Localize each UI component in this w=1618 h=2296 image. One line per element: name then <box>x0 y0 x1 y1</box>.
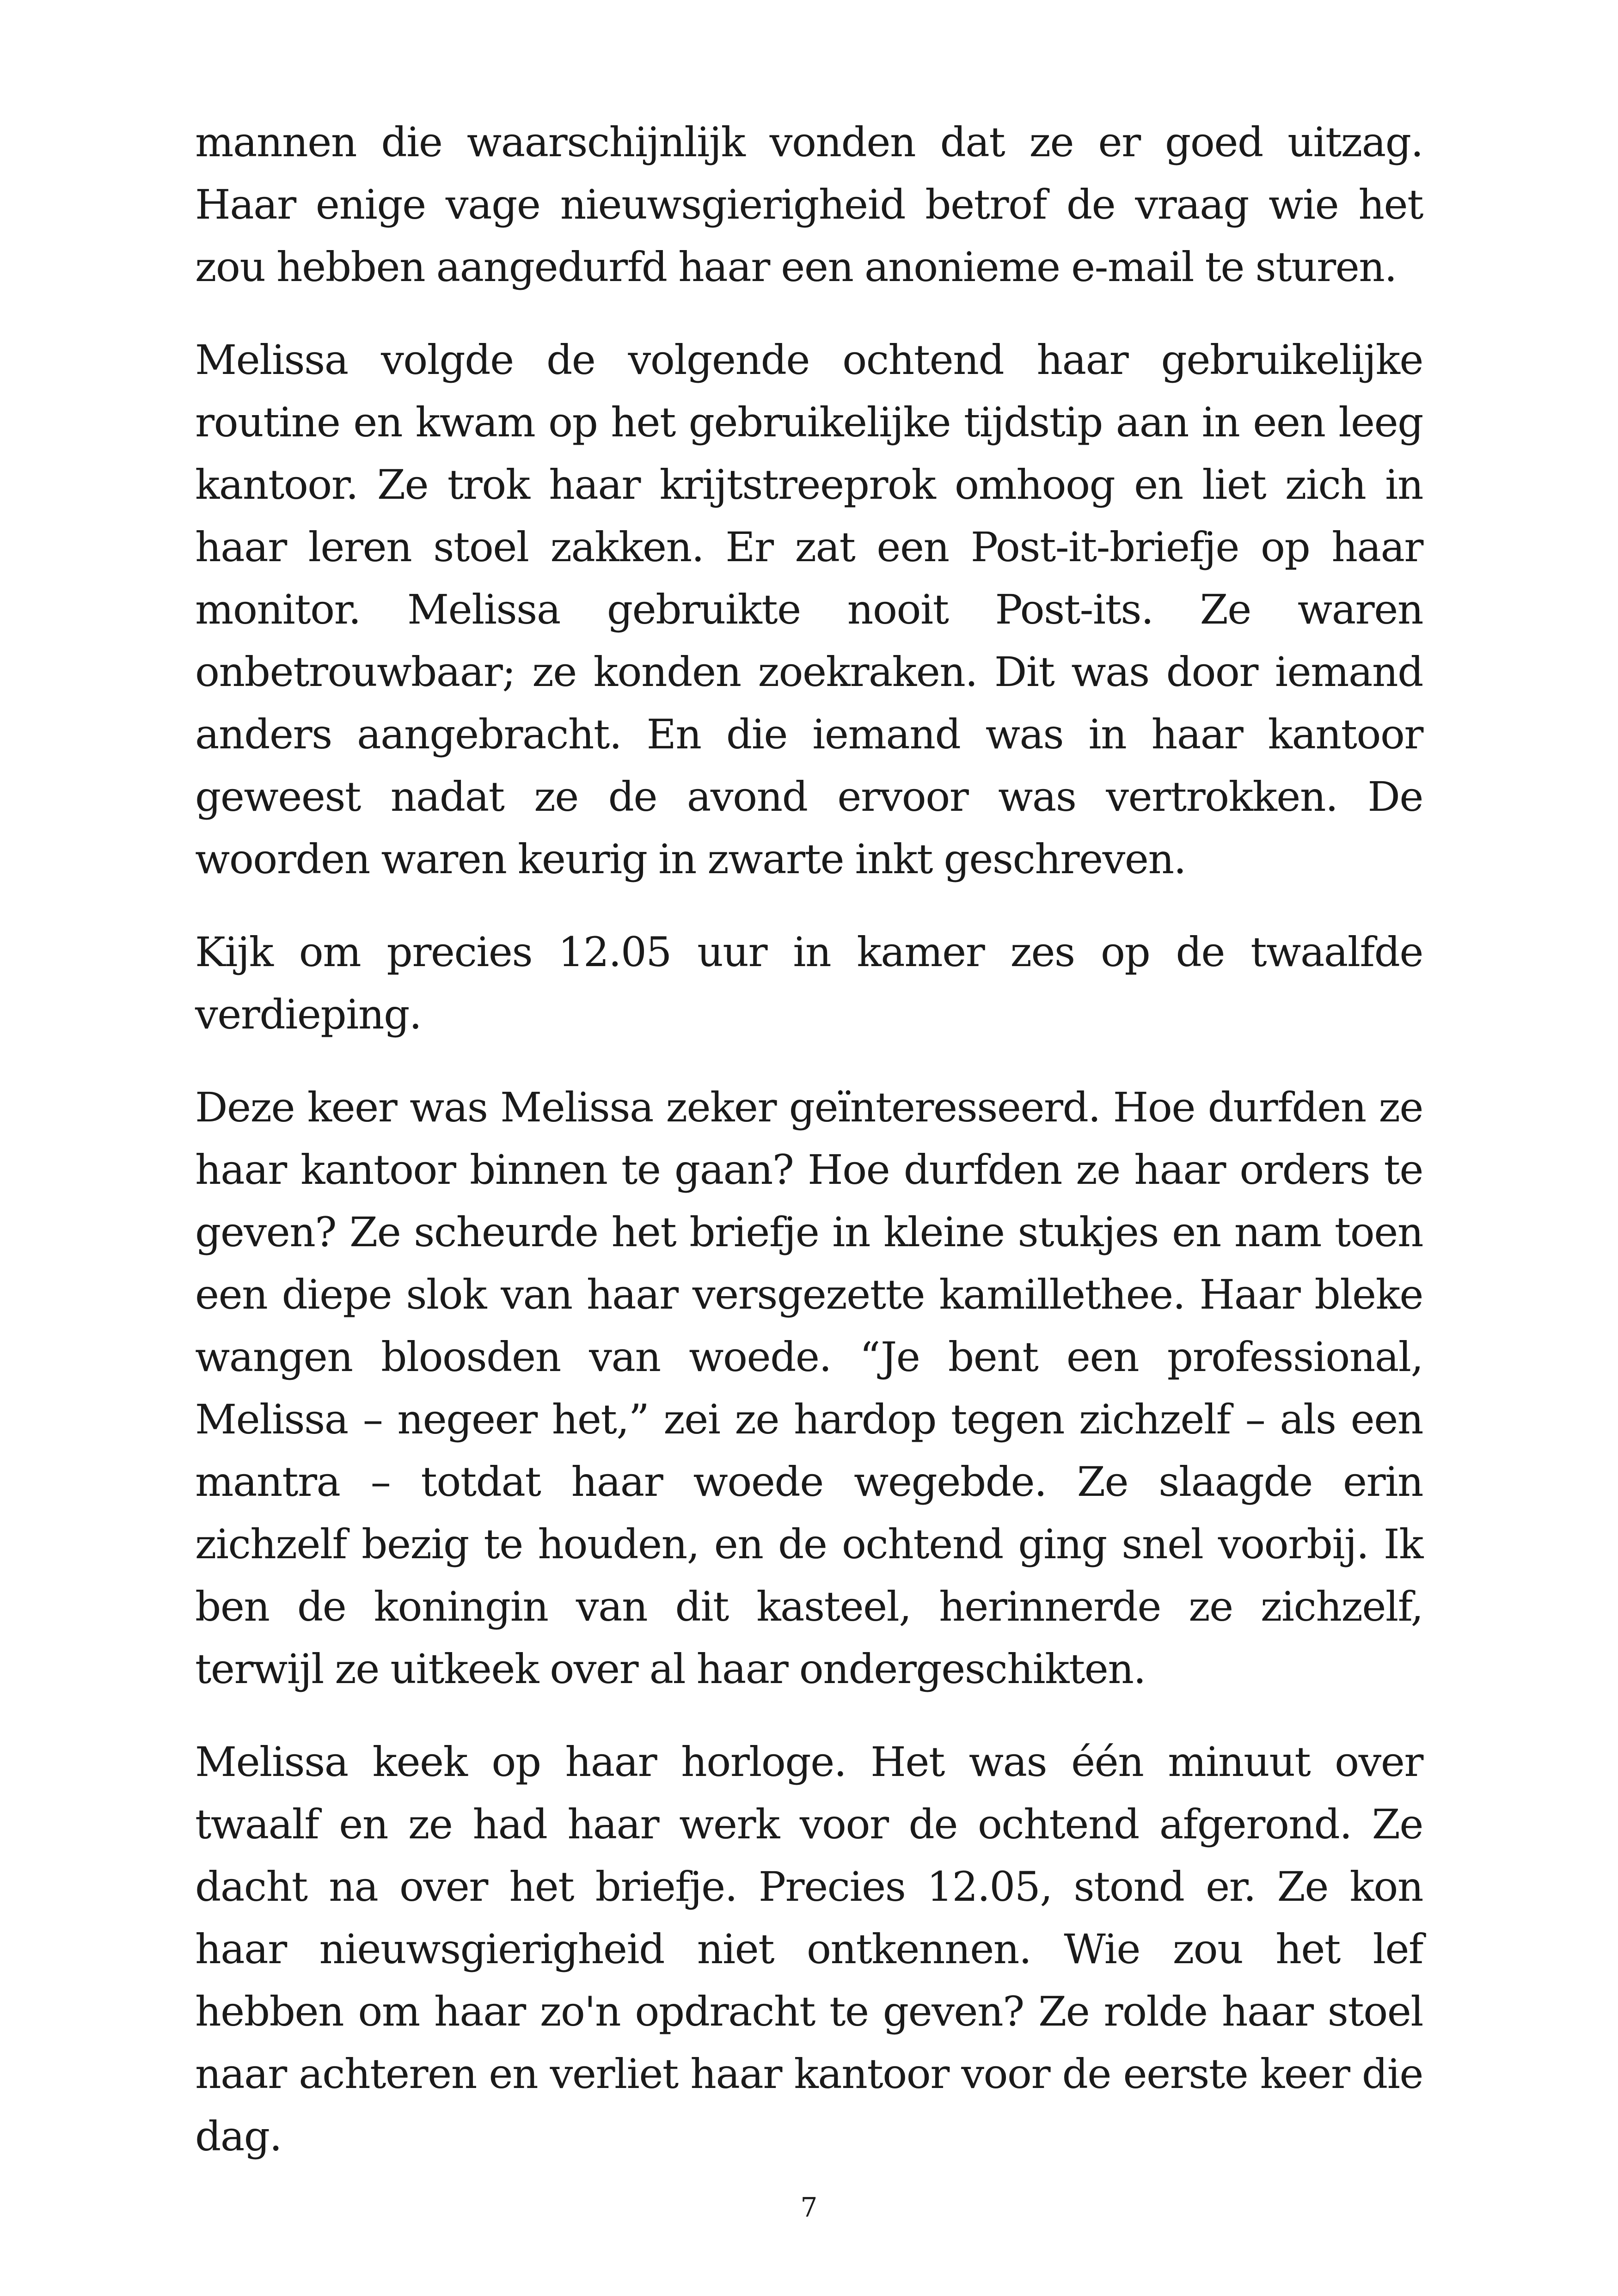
paragraph-2: Melissa volgde de volgende ochtend haar gebruikelijke routine en kwam op het gebruikelijke tijdstip aan in een leeg kantoor. Ze trok haar krijtstreeprok omhoog en liet zich in haar leren stoel zakken. Er zat een Post-it-briefje op haar monitor. Melissa gebruikte nooit Post-its. Ze waren onbetrouwbaar; ze konden zoekraken. Dit was door iemand anders aangebracht. En die iemand was in haar kantoor geweest nadat ze de avond ervoor was vertrokken. De woorden waren keurig in zwarte inkt geschreven. <box>195 336 1423 883</box>
paragraph-5: Melissa keek op haar horloge. Het was één minuut over twaalf en ze had haar werk voor de ochtend afgerond. Ze dacht na over het briefje. Precies 12.05, stond er. Ze kon haar nieuwsgierigheid niet ontkennen. Wie zou het lef hebben om haar zo'n opdracht te geven? Ze rolde haar stoel naar achteren en verliet haar kantoor voor de eerste keer die dag. <box>195 1738 1423 2160</box>
body-text <box>195 111 1423 2198</box>
paragraph-1: mannen die waarschijnlijk vonden dat ze er goed uitzag. Haar enige vage nieuwsgierigheid betrof de vraag wie het zou hebben aangedurfd haar een anonieme e-mail te sturen. <box>195 118 1423 291</box>
paragraph-3: Kijk om precies 12.05 uur in kamer zes op de twaalfde verdieping. <box>195 928 1423 1038</box>
page-number: 7 <box>800 2192 818 2223</box>
paragraph-4: Deze keer was Melissa zeker geïnteresseerd. Hoe durfden ze haar kantoor binnen te gaan? Hoe durfden ze haar orders te geven? Ze scheurde het briefje in kleine stukjes en nam toen een diepe slok van haar versgezette kamillethee. Haar bleke wangen bloosden van woede. “Je bent een professional, Melissa – negeer het,” zei ze hardop tegen zichzelf – als een mantra – totdat haar woede wegebde. Ze slaagde erin zichzelf bezig te houden, en de ochtend ging snel voorbij. Ik ben de koningin van dit kasteel, herinnerde ze zichzelf, terwijl ze uitkeek over al haar ondergeschikten. <box>195 1084 1423 1693</box>
